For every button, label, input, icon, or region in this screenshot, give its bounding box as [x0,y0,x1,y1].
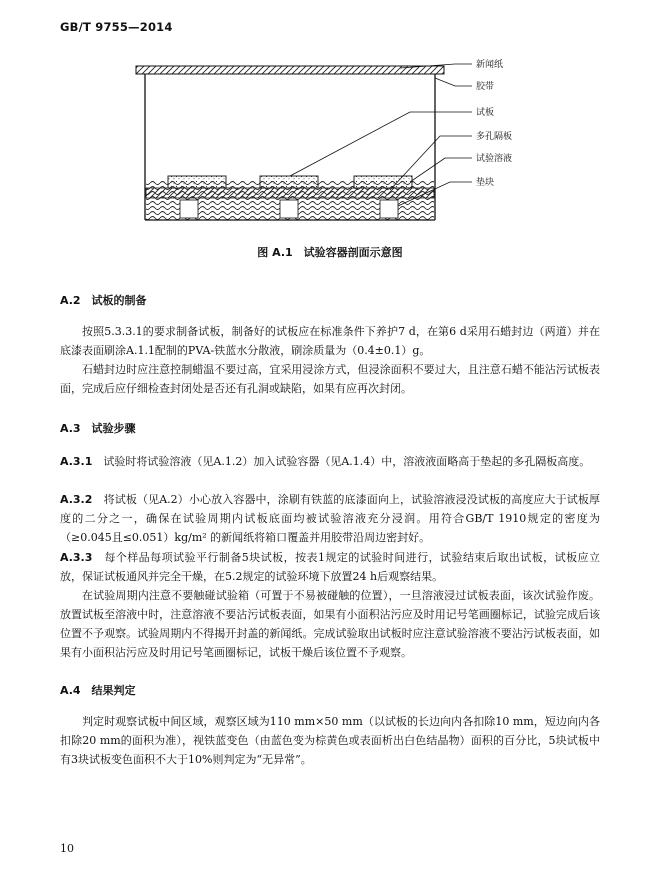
section-heading-a4: A.4 结果判定 [60,684,136,697]
clause-a32: A.3.2 将试板（见A.2）小心放入容器中，涂刷有铁蓝的底漆面向上，试验溶液浸没试板的高度应大于试板厚度的二分之一，确保在试验周期内试板底面均被试验溶液充分浸润。用符合GB/T 1910规定的密度为（≥0.045且≤0.051）kg/m² 的新闻纸将箱口覆盖并用胶带沿周边密封好。 [60,493,601,544]
clause-number: A.3.2 [60,493,93,506]
section-heading-a3: A.3 试验步骤 [60,422,136,435]
support-block [380,200,398,218]
figure-caption: 图 A.1 试验容器剖面示意图 [257,246,403,259]
paragraph: 判定时观察试板中间区域，观察区域为110 mm×50 mm（以试板的长边向内各扣除10 mm，短边向内各扣除20 mm的面积为准），视铁蓝变色（由蓝色变为棕黄色或表面析出白色结晶物）面积的百分比，5块试板中有3块试板变色面积不大于10%则判定为“无异常”。 [60,715,600,766]
test-container-figure [100,50,560,230]
support-block [180,200,198,218]
clause-a33: A.3.3 每个样品每项试验平行制备5块试板，按表1规定的试验时间进行，试验结束后取出试板，试板应立放，保证试板通风并完全干燥，在5.2规定的试验环境下放置24 h后观察结果。 [60,551,600,583]
label-support-block: 垫块 [476,178,495,188]
paragraph: 在试验周期内注意不要触碰试验箱（可置于不易被碰触的位置），一旦溶液浸过试板表面，该次试验作废。放置试板至溶液中时，注意溶液不要沾污试板表面，如果有小面积沾污应及时用记号笔画圈标记，试验完成后该位置不予观察。试验周期内不得揭开封盖的新闻纸。完成试验取出试板时应注意试验溶液不要沾污试板表面，如果有小面积沾污应及时用记号笔画圈标记，试板干燥后该位置不予观察。 [60,589,600,659]
label-test-solution: 试验溶液 [476,154,513,164]
page-number: 10 [60,842,74,855]
label-tape: 胶带 [476,82,495,92]
paragraph: 按照5.3.3.1的要求制备试板，制备好的试板应在标准条件下养护7 d，在第6 d采用石蜡封边（两道）并在底漆表面刷涂A.1.1配制的PVA-铁蓝水分散液，刷涂质量为（0.4±0.1）g。 [60,325,600,357]
standard-header: GB/T 9755—2014 [60,20,173,34]
clause-a31: A.3.1 试验时将试验溶液（见A.1.2）加入试验容器（见A.1.4）中，溶液液面略高于垫起的多孔隔板高度。 [60,455,591,468]
newsprint-cover [136,66,444,74]
section-heading-a2: A.2 试板的制备 [60,294,147,307]
label-test-panel: 试板 [476,108,495,118]
clause-number: A.3.1 [60,455,93,468]
test-panel [260,176,318,188]
test-panel [168,176,226,188]
test-panel [354,176,412,188]
label-porous-separator: 多孔隔板 [476,132,513,142]
support-block [280,200,298,218]
clause-number: A.3.3 [60,551,93,564]
paragraph: 石蜡封边时应注意控制蜡温不要过高，宜采用浸涂方式，但浸涂面积不要过大，且注意石蜡不能沾污试板表面，完成后应仔细检查封闭处是否还有孔洞或缺陷，如果有应再次封闭。 [60,363,600,395]
label-newsprint: 新闻纸 [476,60,504,70]
